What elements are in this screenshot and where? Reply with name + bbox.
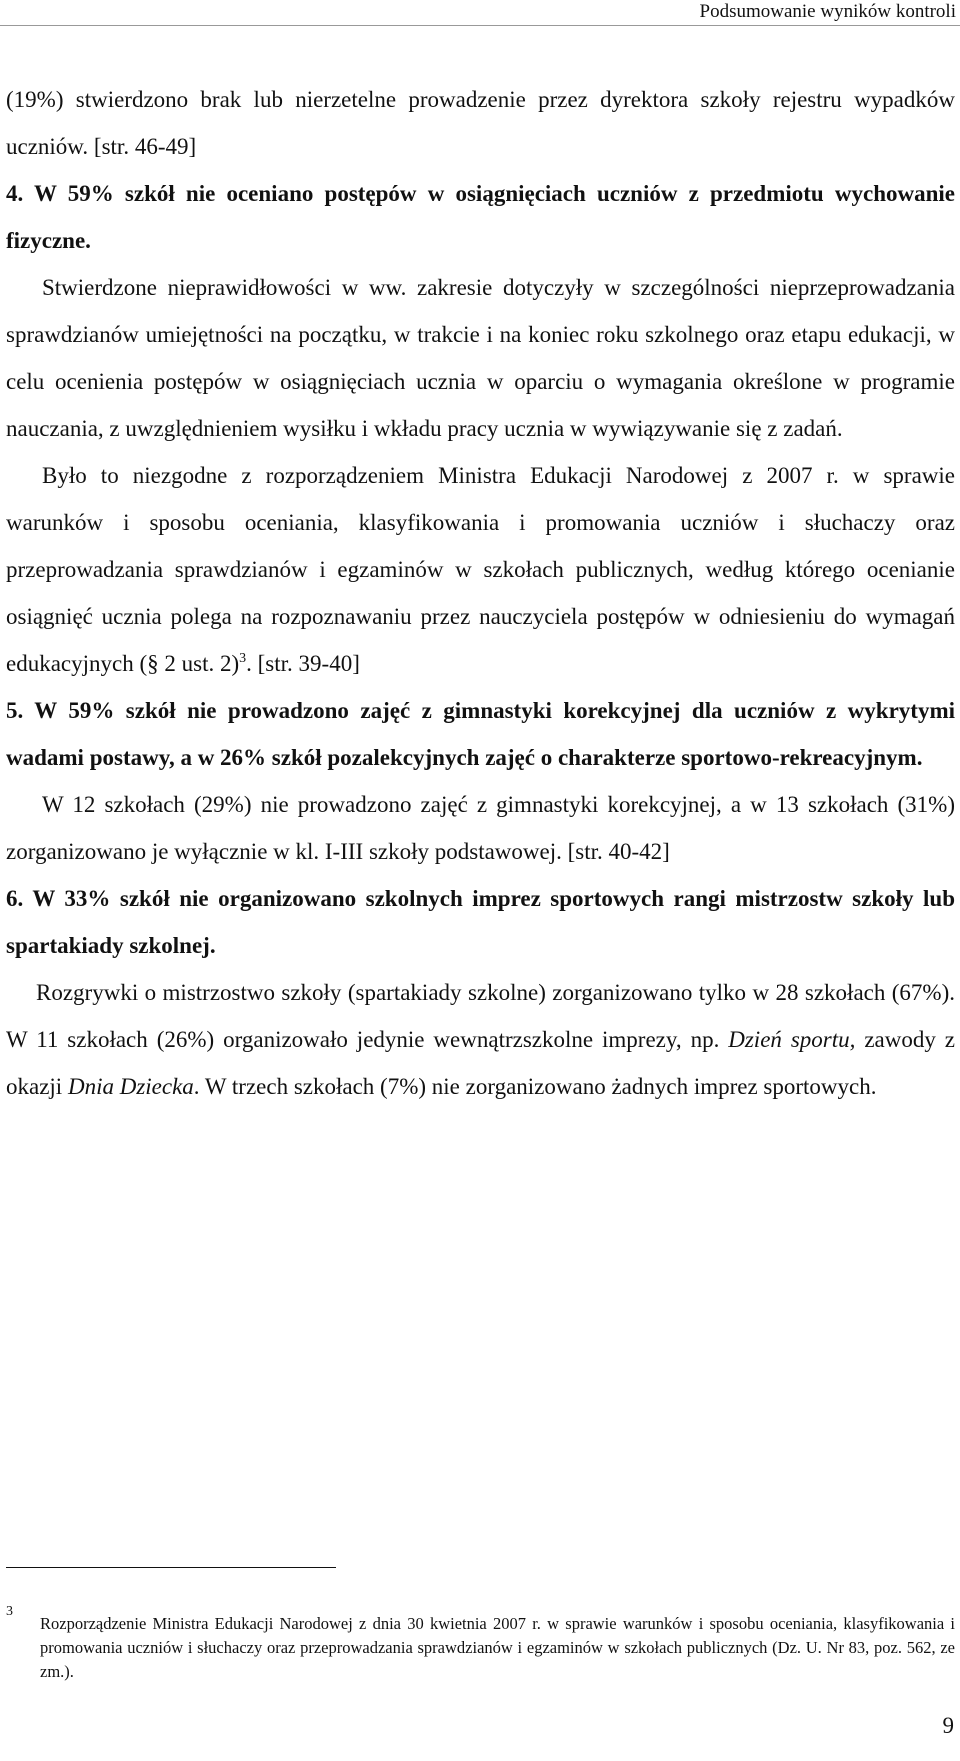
page-number: 9 bbox=[942, 1713, 954, 1738]
footnote-text: Rozporządzenie Ministra Edukacji Narodowej z dnia 30 kwietnia 2007 r. w sprawie warunków i sposobu oceniania, klasyfikowania i promowania uczniów i słuchaczy oraz przeprowadzania sprawdzianów i egzaminów w szkołach publicznych (Dz. U. Nr 83, poz. 562, ze zm.). bbox=[40, 1614, 955, 1681]
paragraph-regulation bbox=[6, 452, 955, 687]
paragraph-corrective-gymnastics: W 12 szkołach (29%) nie prowadzono zajęć z gimnastyki korekcyjnej, a w 13 szkołach (31%) zorganizowano je wyłącznie w kl. I-III szkoły podstawowej. [str. 40-42] bbox=[6, 792, 955, 864]
footnote-separator bbox=[6, 1567, 336, 1568]
sport-day-italic: Dzień sportu, bbox=[728, 1027, 856, 1052]
regulation-text: Było to niezgodne z rozporządzeniem Ministra Edukacji Narodowej z 2007 r. w sprawie warunków i sposobu oceniania, klasyfikowania i promowania uczniów i słuchaczy oraz przeprowadzania sprawdzianów i egzaminów w szkołach publicznych, według którego ocenianie osiągnięć ucznia polega na rozpoznawaniu przez nauczyciela postępów w odniesieniu do wymagań edukacyjnych (§ 2 ust. 2) bbox=[6, 463, 955, 676]
sport-events-text-c: . W trzech szkołach (7%) nie zorganizowano żadnych imprez sportowych. bbox=[193, 1074, 877, 1099]
footnote-reference: 3 bbox=[239, 651, 247, 666]
childrens-day-italic: Dnia Dziecka bbox=[67, 1074, 194, 1099]
paragraph-irregularities: Stwierdzone nieprawidłowości w ww. zakresie dotyczyły w szczególności nieprzeprowadzania sprawdzianów umiejętności na początku, w trakcie i na koniec roku szkolnego oraz etapu edukacji, w celu ocenienia postępów w osiągnięciach ucznia w oparciu o wymagania określone w programie nauczania, z uwzględnieniem wysiłku i wkładu pracy ucznia w wywiązywanie się z zadań. bbox=[6, 275, 955, 441]
footnote bbox=[6, 1604, 955, 1684]
sport-events-text-a: Rozgrywki o mistrzostwo szkoły (spartakiady szkolne) zorganizowano tylko w 28 szkołach (67%). W 11 szkołach (26%) organizowało jedynie wewnątrzszkolne imprezy, np. bbox=[6, 980, 955, 1052]
paragraph-sport-events bbox=[6, 969, 955, 1110]
main-content bbox=[6, 76, 955, 1110]
running-title: Podsumowanie wyników kontroli bbox=[699, 1, 956, 22]
paragraph-accident-register: (19%) stwierdzono brak lub nierzetelne prowadzenie przez dyrektora szkoły rejestru wypadków uczniów. [str. 46-49] bbox=[6, 87, 955, 159]
regulation-text-end: . [str. 39-40] bbox=[246, 651, 360, 676]
sport-events-text-b: zawody z okazji bbox=[6, 1027, 955, 1099]
footnote-mark: 3 bbox=[6, 1604, 13, 1619]
finding-5-heading: 5. W 59% szkół nie prowadzono zajęć z gimnastyki korekcyjnej dla uczniów z wykrytymi wadami postawy, a w 26% szkół pozalekcyjnych zajęć o charakterze sportowo-rekreacyjnym. bbox=[6, 698, 955, 770]
page-header bbox=[0, 0, 960, 26]
finding-4-heading: 4. W 59% szkół nie oceniano postępów w osiągnięciach uczniów z przedmiotu wychowanie fizyczne. bbox=[6, 181, 955, 253]
finding-6-heading: 6. W 33% szkół nie organizowano szkolnych imprez sportowych rangi mistrzostw szkoły lub spartakiady szkolnej. bbox=[6, 886, 955, 958]
